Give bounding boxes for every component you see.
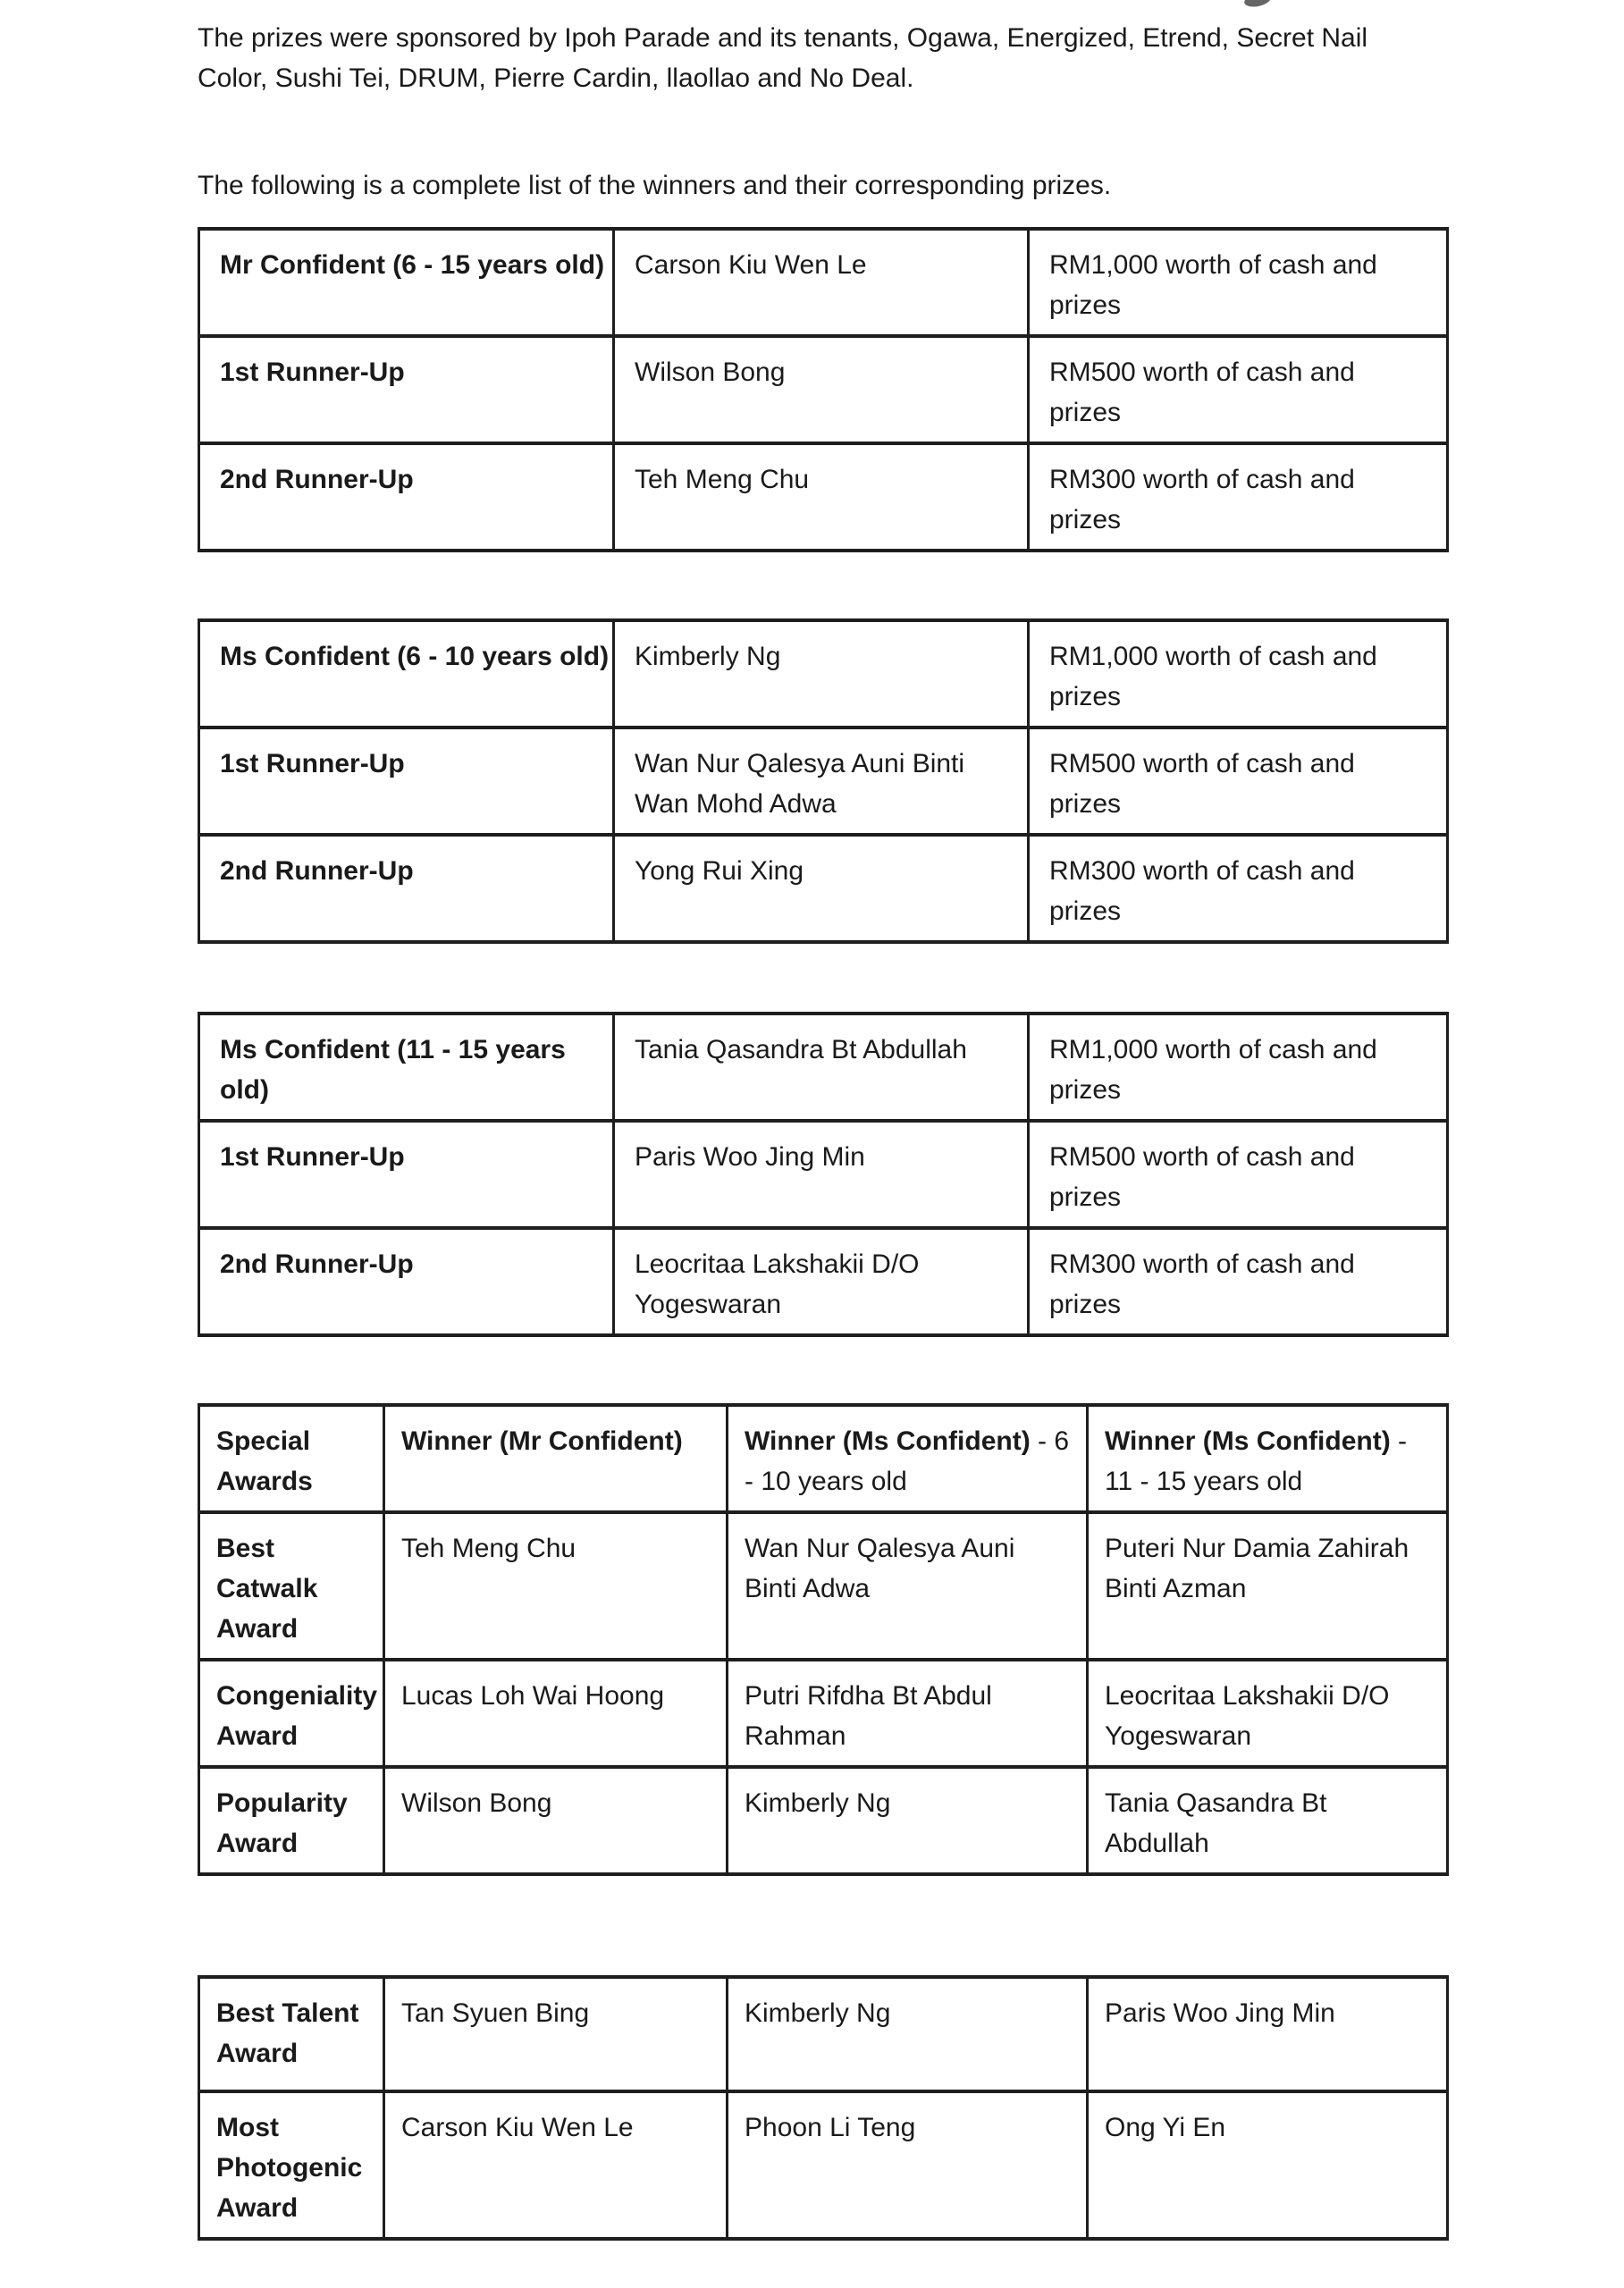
category-cell: 1st Runner-Up <box>199 336 614 443</box>
table-row <box>199 229 1448 336</box>
winner-cell: Tania Qasandra Bt Abdullah <box>1088 1767 1448 1874</box>
winner-cell: Ong Yi En <box>1088 2091 1448 2239</box>
winner-cell: Leocritaa Lakshakii D/O Yogeswaran <box>1088 1660 1448 1767</box>
category-cell: Ms Confident (11 - 15 years old) <box>199 1014 614 1121</box>
winner-cell: Paris Woo Jing Min <box>1088 1977 1448 2091</box>
header-text: - 6 <box>1030 1426 1070 1456</box>
header-cell-special-awards: Special Awards <box>199 1405 384 1512</box>
table-row <box>199 443 1448 551</box>
category-cell: 1st Runner-Up <box>199 728 614 835</box>
winner-name-cell: Kimberly Ng <box>614 620 1029 728</box>
award-name-cell: Congeniality Award <box>199 1660 384 1767</box>
prize-cell: RM500 worth of cash and prizes <box>1029 728 1448 835</box>
table-row <box>199 2091 1448 2239</box>
winner-name-cell: Carson Kiu Wen Le <box>614 229 1029 336</box>
table-row <box>199 1512 1448 1660</box>
special-awards-table <box>198 1403 1449 1876</box>
table-row <box>199 1977 1448 2091</box>
category-cell: 2nd Runner-Up <box>199 1228 614 1335</box>
winner-name-cell: Leocritaa Lakshakii D/O Yogeswaran <box>614 1228 1029 1335</box>
category-cell: 2nd Runner-Up <box>199 443 614 551</box>
winner-name-cell: Wan Nur Qalesya Auni Binti Wan Mohd Adwa <box>614 728 1029 835</box>
table-row <box>199 1121 1448 1228</box>
winner-cell: Kimberly Ng <box>728 1767 1088 1874</box>
header-cell-winner-mr: Winner (Mr Confident) <box>384 1405 728 1512</box>
table-row <box>199 336 1448 443</box>
award-name-cell: Best Talent Award <box>199 1977 384 2091</box>
table-row <box>199 1767 1448 1874</box>
prize-cell: RM500 worth of cash and prizes <box>1029 336 1448 443</box>
header-cell-winner-ms-11-15 <box>1088 1405 1448 1512</box>
winner-name-cell: Wilson Bong <box>614 336 1029 443</box>
winner-name-cell: Paris Woo Jing Min <box>614 1121 1029 1228</box>
category-cell: Ms Confident (6 - 10 years old) <box>199 620 614 728</box>
winners-table-ms-confident-11-15 <box>198 1012 1449 1337</box>
winner-cell: Carson Kiu Wen Le <box>384 2091 728 2239</box>
table-row <box>199 1228 1448 1335</box>
table-row <box>199 835 1448 942</box>
prize-cell: RM1,000 worth of cash and prizes <box>1029 1014 1448 1121</box>
category-cell: 2nd Runner-Up <box>199 835 614 942</box>
winner-name-cell: Teh Meng Chu <box>614 443 1029 551</box>
table-row <box>199 1405 1448 1512</box>
winner-cell: Puteri Nur Damia Zahirah Binti Azman <box>1088 1512 1448 1660</box>
table-row <box>199 620 1448 728</box>
winners-table-mr-confident <box>198 227 1449 552</box>
winners-table-ms-confident-6-10 <box>198 618 1449 944</box>
list-intro-paragraph: The following is a complete list of the winners and their corresponding prizes. <box>198 171 1112 200</box>
prize-cell: RM1,000 worth of cash and prizes <box>1029 229 1448 336</box>
prize-cell: RM300 worth of cash and prizes <box>1029 443 1448 551</box>
talent-photogenic-table <box>198 1975 1449 2241</box>
award-name-cell: Popularity Award <box>199 1767 384 1874</box>
header-text: Winner (Ms Confident) <box>745 1426 1031 1456</box>
header-text: 11 - 15 years old <box>1105 1467 1303 1496</box>
winner-cell: Putri Rifdha Bt Abdul Rahman <box>728 1660 1088 1767</box>
category-cell: 1st Runner-Up <box>199 1121 614 1228</box>
prize-cell: RM300 worth of cash and prizes <box>1029 835 1448 942</box>
category-cell: Mr Confident (6 - 15 years old) <box>199 229 614 336</box>
table-row <box>199 1014 1448 1121</box>
content <box>198 0 1446 2241</box>
winner-cell: Lucas Loh Wai Hoong <box>384 1660 728 1767</box>
prize-cell: RM500 worth of cash and prizes <box>1029 1121 1448 1228</box>
winner-name-cell: Yong Rui Xing <box>614 835 1029 942</box>
table-row <box>199 1660 1448 1767</box>
winner-name-cell: Tania Qasandra Bt Abdullah <box>614 1014 1029 1121</box>
winner-cell: Teh Meng Chu <box>384 1512 728 1660</box>
winner-cell: Phoon Li Teng <box>728 2091 1088 2239</box>
winner-cell: Wan Nur Qalesya Auni Binti Adwa <box>728 1512 1088 1660</box>
table-row <box>199 728 1448 835</box>
winner-cell: Kimberly Ng <box>728 1977 1088 2091</box>
header-text: Winner (Ms Confident) <box>1105 1426 1391 1456</box>
prize-cell: RM1,000 worth of cash and prizes <box>1029 620 1448 728</box>
winner-cell: Tan Syuen Bing <box>384 1977 728 2091</box>
award-name-cell: Best Catwalk Award <box>199 1512 384 1660</box>
prize-cell: RM300 worth of cash and prizes <box>1029 1228 1448 1335</box>
header-text: - 10 years old <box>745 1467 907 1496</box>
winner-cell: Wilson Bong <box>384 1767 728 1874</box>
intro-paragraph: The prizes were sponsored by Ipoh Parade and its tenants, Ogawa, Energized, Etrend, Secret Nail Color, Sushi Tei, DRUM, Pierre Cardin, llaollao and No Deal. <box>198 23 1368 93</box>
award-name-cell: Most Photogenic Award <box>199 2091 384 2239</box>
header-text: - <box>1390 1426 1408 1456</box>
header-cell-winner-ms-6-10 <box>728 1405 1088 1512</box>
